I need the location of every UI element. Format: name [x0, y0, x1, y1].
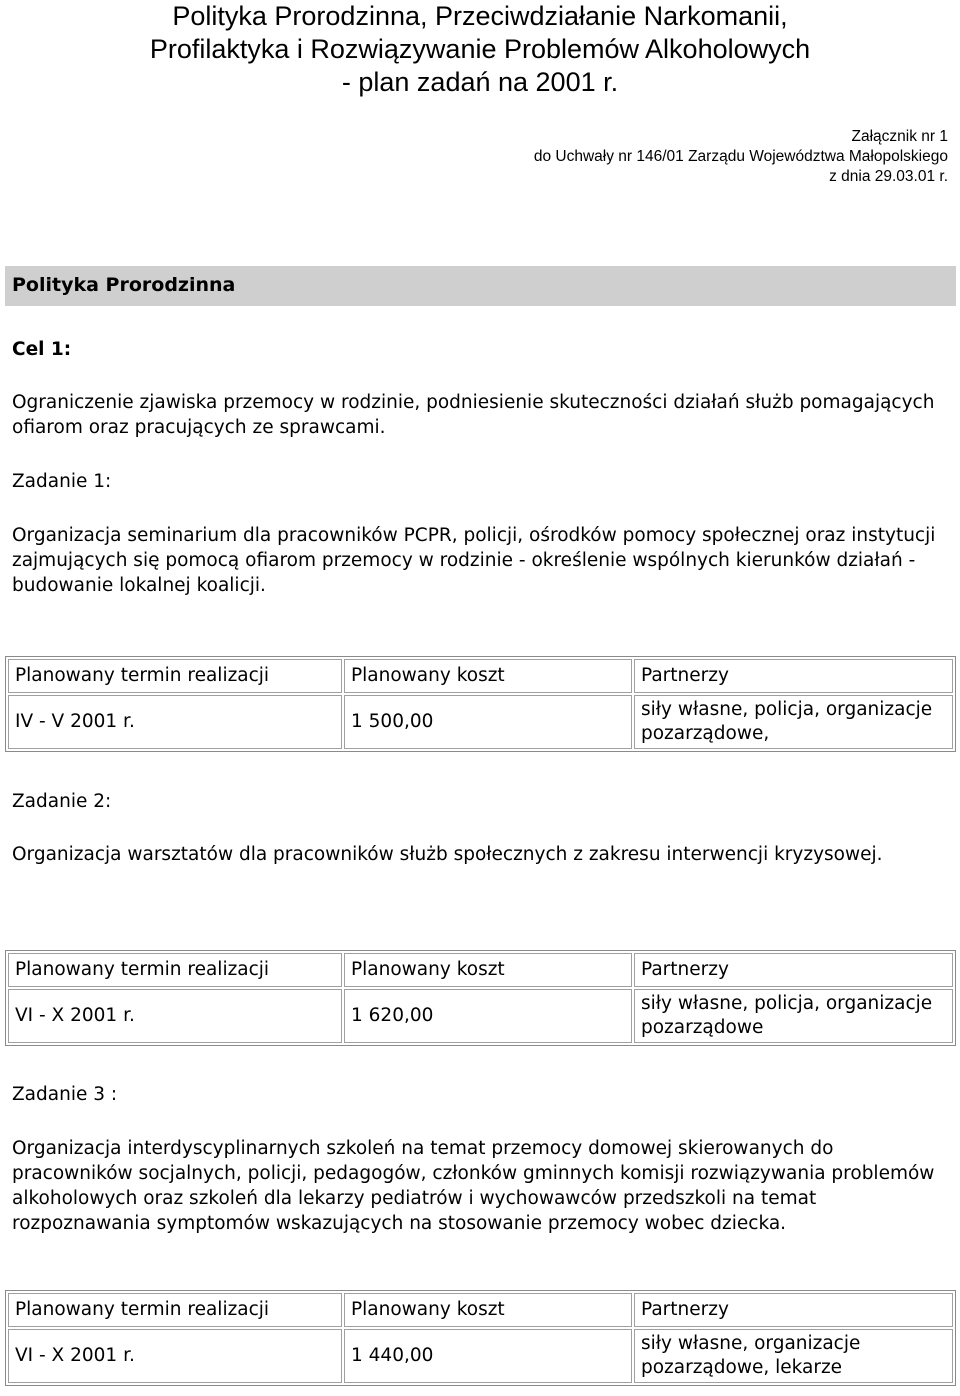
- header-term: Planowany termin realizacji: [8, 1293, 342, 1327]
- attachment-line-2: do Uchwały nr 146/01 Zarządu Województwa Małopolskiego: [533, 148, 948, 165]
- document-title: [0, 0, 960, 99]
- table-header-row: [8, 659, 953, 693]
- task-1-cost: 1 500,00: [344, 695, 632, 749]
- header-partners: Partnerzy: [634, 953, 953, 987]
- task-2-cost: 1 620,00: [344, 989, 632, 1043]
- task-3-partners: siły własne, organizacje pozarządowe, lekarze: [634, 1329, 953, 1383]
- task-3-term: VI - X 2001 r.: [8, 1329, 342, 1383]
- task-2-partners: siły własne, policja, organizacje pozarządowe: [634, 989, 953, 1043]
- attachment-line-1: Załącznik nr 1: [851, 128, 948, 145]
- table-row: [8, 989, 953, 1043]
- task-3-cost: 1 440,00: [344, 1329, 632, 1383]
- section-title: Polityka Prorodzinna: [12, 274, 236, 296]
- header-cost: Planowany koszt: [344, 953, 632, 987]
- header-term: Planowany termin realizacji: [8, 659, 342, 693]
- task-1-partners: siły własne, policja, organizacje pozarządowe,: [634, 695, 953, 749]
- header-cost: Planowany koszt: [344, 659, 632, 693]
- header-partners: Partnerzy: [634, 659, 953, 693]
- task-2-term: VI - X 2001 r.: [8, 989, 342, 1043]
- goal-label: Cel 1:: [12, 339, 72, 360]
- table-header-row: [8, 953, 953, 987]
- table-row: [8, 695, 953, 749]
- section-header: [5, 266, 956, 306]
- table-row: [8, 1329, 953, 1383]
- title-line-1: Polityka Prorodzinna, Przeciwdziałanie Narkomanii,: [172, 1, 788, 31]
- task-1-text: Organizacja seminarium dla pracowników PCPR, policji, ośrodków pomocy społecznej oraz instytucji zajmujących się pomocą ofiarom przemocy w rodzinie - określenie wspólnych kierunków działań - budowanie lokalnej koalicji.: [12, 525, 936, 596]
- task-3-table: [5, 1290, 956, 1386]
- header-partners: Partnerzy: [634, 1293, 953, 1327]
- title-line-2: Profilaktyka i Rozwiązywanie Problemów Alkoholowych: [149, 34, 811, 64]
- task-2-table: [5, 950, 956, 1046]
- header-cost: Planowany koszt: [344, 1293, 632, 1327]
- task-1-label: Zadanie 1:: [12, 471, 112, 492]
- task-2-label: Zadanie 2:: [12, 791, 112, 812]
- goal-text: Ograniczenie zjawiska przemocy w rodzinie, podniesienie skuteczności działań służb pomagających ofiarom oraz pracujących ze sprawcami.: [12, 392, 935, 438]
- task-3-label: Zadanie 3 :: [12, 1084, 118, 1105]
- title-line-3: - plan zadań na 2001 r.: [341, 67, 619, 97]
- task-1-term: IV - V 2001 r.: [8, 695, 342, 749]
- task-1-table: [5, 656, 956, 752]
- task-2-text: Organizacja warsztatów dla pracowników służb społecznych z zakresu interwencji kryzysowej.: [12, 844, 883, 865]
- header-term: Planowany termin realizacji: [8, 953, 342, 987]
- attachment-line-3: z dnia 29.03.01 r.: [829, 168, 948, 185]
- table-header-row: [8, 1293, 953, 1327]
- task-3-text: Organizacja interdyscyplinarnych szkoleń na temat przemocy domowej skierowanych do pracowników socjalnych, policji, pedagogów, członków gminnych komisji rozwiązywania problemów alkoholowych oraz szkoleń dla lekarzy pediatrów i wychowawców przedszkoli na temat rozpoznawania symptomów wskazujących na stosowanie przemocy wobec dziecka.: [12, 1138, 935, 1234]
- attachment-note: [534, 127, 948, 187]
